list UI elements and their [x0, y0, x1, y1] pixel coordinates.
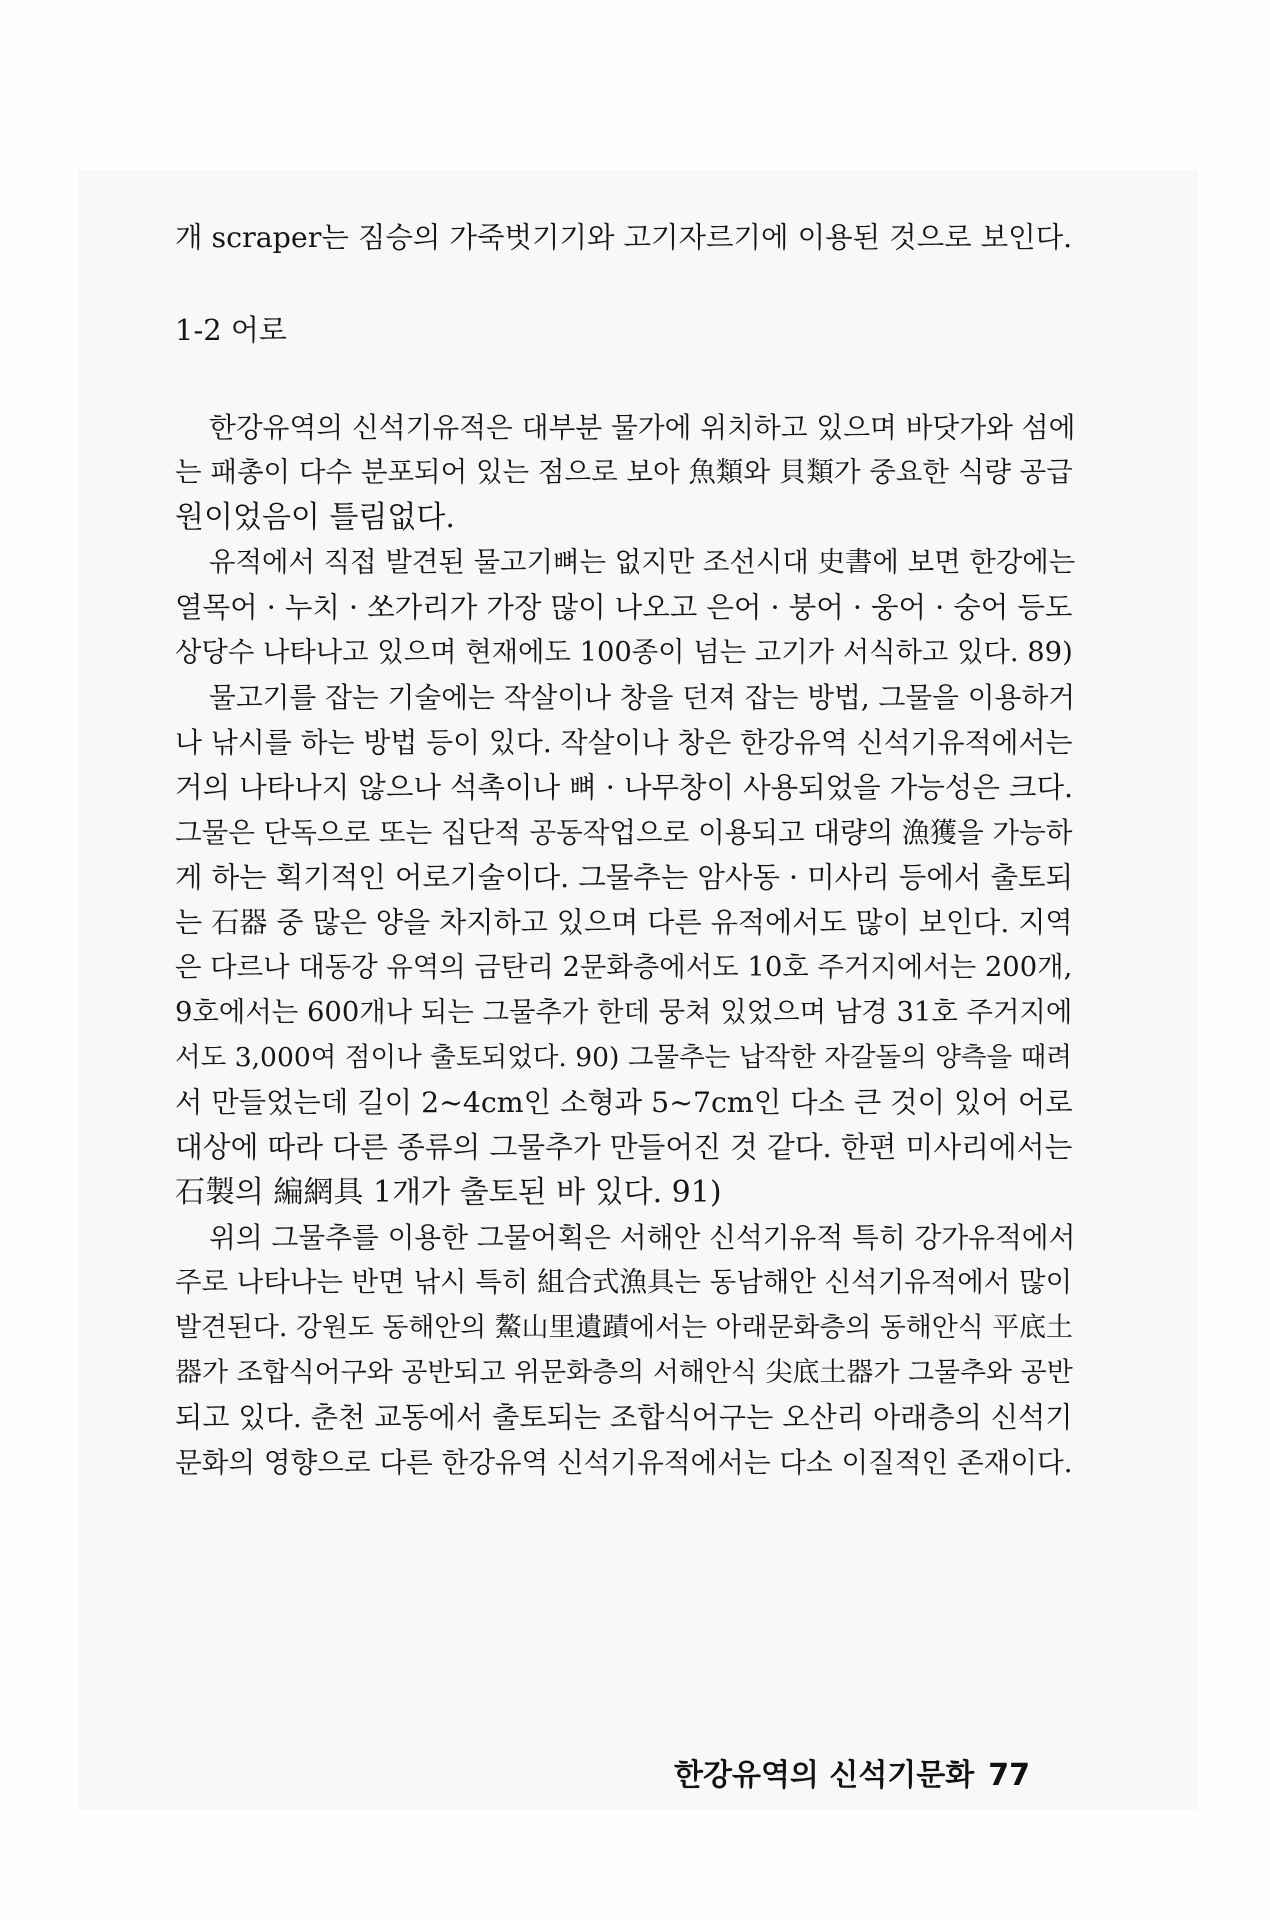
text-line: 는 石器 중 많은 양을 차지하고 있으며 다른 유적에서도 많이 보인다. 지역	[175, 906, 1073, 939]
text-line: 서 만들었는데 길이 2~4cm인 소형과 5~7cm인 다소 큰 것이 있어 어로	[175, 1086, 1073, 1119]
text-line: 되고 있다. 춘천 교동에서 출토되는 조합식어구는 오산리 아래층의 신석기	[175, 1401, 1073, 1434]
text-line: 는 패총이 다수 분포되어 있는 점으로 보아 魚類와 貝類가 중요한 식량 공급	[175, 456, 1073, 488]
section-heading: 1-2 어로	[175, 313, 287, 347]
body-text	[175, 215, 1075, 1485]
text-line: 나 낚시를 하는 방법 등이 있다. 작살이나 창은 한강유역 신석기유적에서는	[175, 726, 1073, 759]
text-line: 그물은 단독으로 또는 집단적 공동작업으로 이용되고 대량의 漁獲을 가능하	[175, 816, 1073, 849]
page-number: 77	[988, 1758, 1030, 1793]
text-line: 대상에 따라 다른 종류의 그물추가 만들어진 것 같다. 한편 미사리에서는	[175, 1130, 1073, 1164]
page-footer	[660, 1750, 1030, 1794]
text-line: 원이었음이 틀림없다.	[175, 500, 455, 535]
text-line: 유적에서 직접 발견된 물고기뼈는 없지만 조선시대 史書에 보면 한강에는	[209, 547, 1076, 578]
text-line: 게 하는 획기적인 어로기술이다. 그물추는 암사동 · 미사리 등에서 출토되	[175, 861, 1074, 894]
paragraph-4	[175, 1215, 1075, 1485]
paragraph-2	[175, 540, 1075, 675]
text-line: 器가 조합식어구와 공반되고 위문화층의 서해안식 尖底土器가 그물추와 공반	[175, 1357, 1073, 1388]
text-line: 한강유역의 신석기유적은 대부분 물가에 위치하고 있으며 바닷가와 섬에	[209, 411, 1076, 444]
text-line: 위의 그물추를 이용한 그물어획은 서해안 신석기유적 특히 강가유적에서	[209, 1221, 1076, 1254]
text-line: 문화의 영향으로 다른 한강유역 신석기유적에서는 다소 이질적인 존재이다.	[175, 1446, 1073, 1479]
text-line: 거의 나타나지 않으나 석촉이나 뼈 · 나무창이 사용되었을 가능성은 크다.	[175, 771, 1074, 804]
paragraph-3	[175, 675, 1075, 1215]
text-line: 열목어 · 누치 · 쏘가리가 가장 많이 나오고 은어 · 붕어 · 웅어 · 숭어 등도	[175, 591, 1073, 624]
paragraph-1	[175, 405, 1075, 540]
text-line: 물고기를 잡는 기술에는 작살이나 창을 던져 잡는 방법, 그물을 이용하거	[209, 681, 1076, 714]
text-line: 은 다르나 대동강 유역의 금탄리 2문화층에서도 10호 주거지에서는 200개,	[175, 952, 1073, 983]
carryover-line: 개 scraper는 짐승의 가죽벗기기와 고기자르기에 이용된 것으로 보인다.	[175, 221, 1073, 254]
running-title: 한강유역의 신석기문화	[674, 1758, 975, 1793]
text-line: 9호에서는 600개나 되는 그물추가 한데 뭉쳐 있었으며 남경 31호 주거지에	[175, 997, 1073, 1028]
text-line: 상당수 나타나고 있으며 현재에도 100종이 넘는 고기가 서식하고 있다. 89)	[175, 637, 1073, 668]
text-line: 주로 나타나는 반면 낚시 특히 組合式漁具는 동남해안 신석기유적에서 많이	[175, 1266, 1073, 1298]
text-line: 서도 3,000여 점이나 출토되었다. 90) 그물추는 납작한 자갈돌의 양측을 때려	[175, 1042, 1072, 1073]
text-line: 石製의 編網具 1개가 출토된 바 있다. 91)	[175, 1175, 722, 1210]
text-line: 발견된다. 강원도 동해안의 鰲山里遺蹟에서는 아래문화층의 동해안식 平底土	[175, 1312, 1073, 1343]
